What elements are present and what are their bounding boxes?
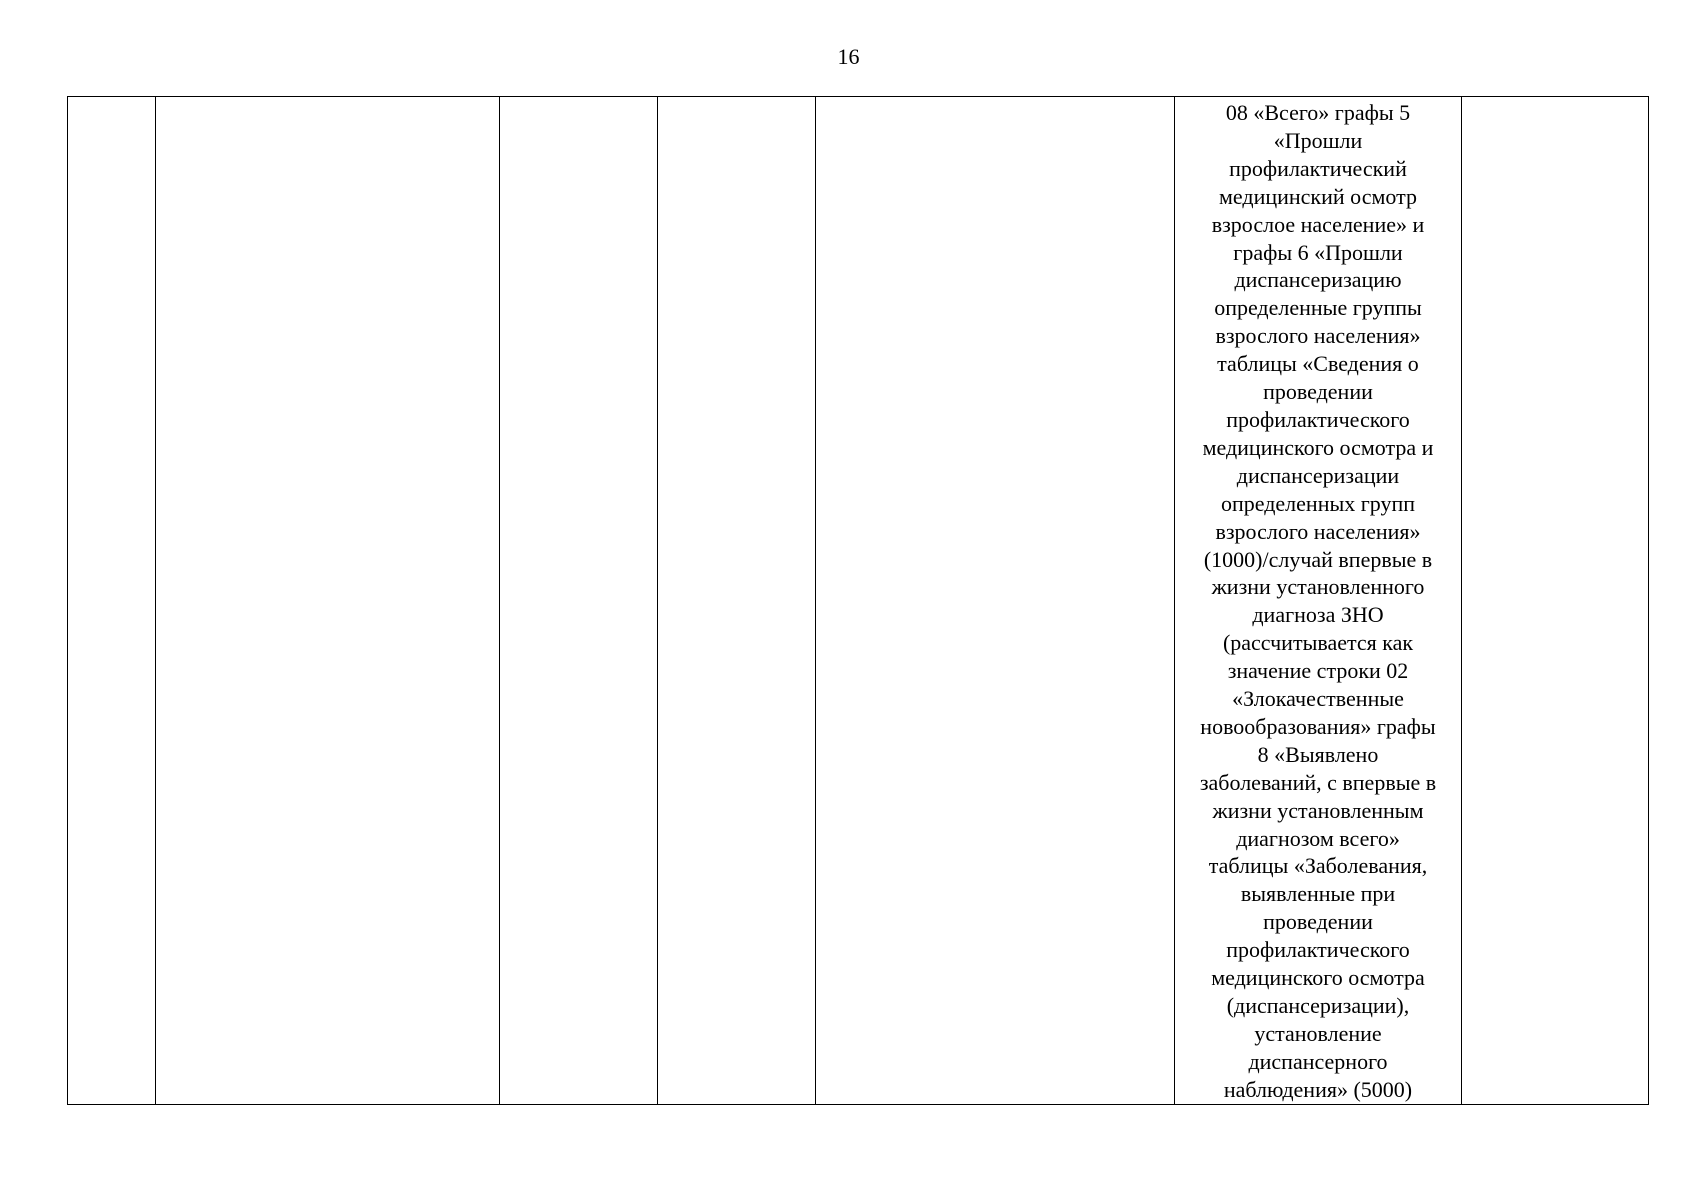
table-cell-col-7: [1462, 97, 1649, 1105]
table-cell-col-3: [500, 97, 658, 1105]
table-row: [68, 97, 1649, 1105]
table-cell-col-4: [658, 97, 816, 1105]
table-cell-col-1: [68, 97, 156, 1105]
table-cell-col-6: [1175, 97, 1462, 1105]
page-number: 16: [837, 44, 860, 69]
table-cell-col-2: [156, 97, 500, 1105]
document-table: [67, 96, 1649, 1105]
table-cell-col-5: [816, 97, 1175, 1105]
calculation-description: 08 «Всего» графы 5 «Прошли профилактический медицинский осмотр взрослое население» и графы 6 «Прошли диспансеризацию определенные группы взрослого населения» таблицы «Сведения о проведении профилактического медицинского осмотра и диспансеризации определенных групп взрослого населения» (1000)/случай впервые в жизни установленного диагноза ЗНО (рассчитывается как значение строки 02 «Злокачественные новообразования» графы 8 «Выявлено заболеваний, с впервые в жизни установленным диагнозом всего» таблицы «Заболевания, выявленные при проведении профилактического медицинского осмотра (диспансеризации), установление диспансерного наблюдения» (5000): [1199, 100, 1437, 1102]
